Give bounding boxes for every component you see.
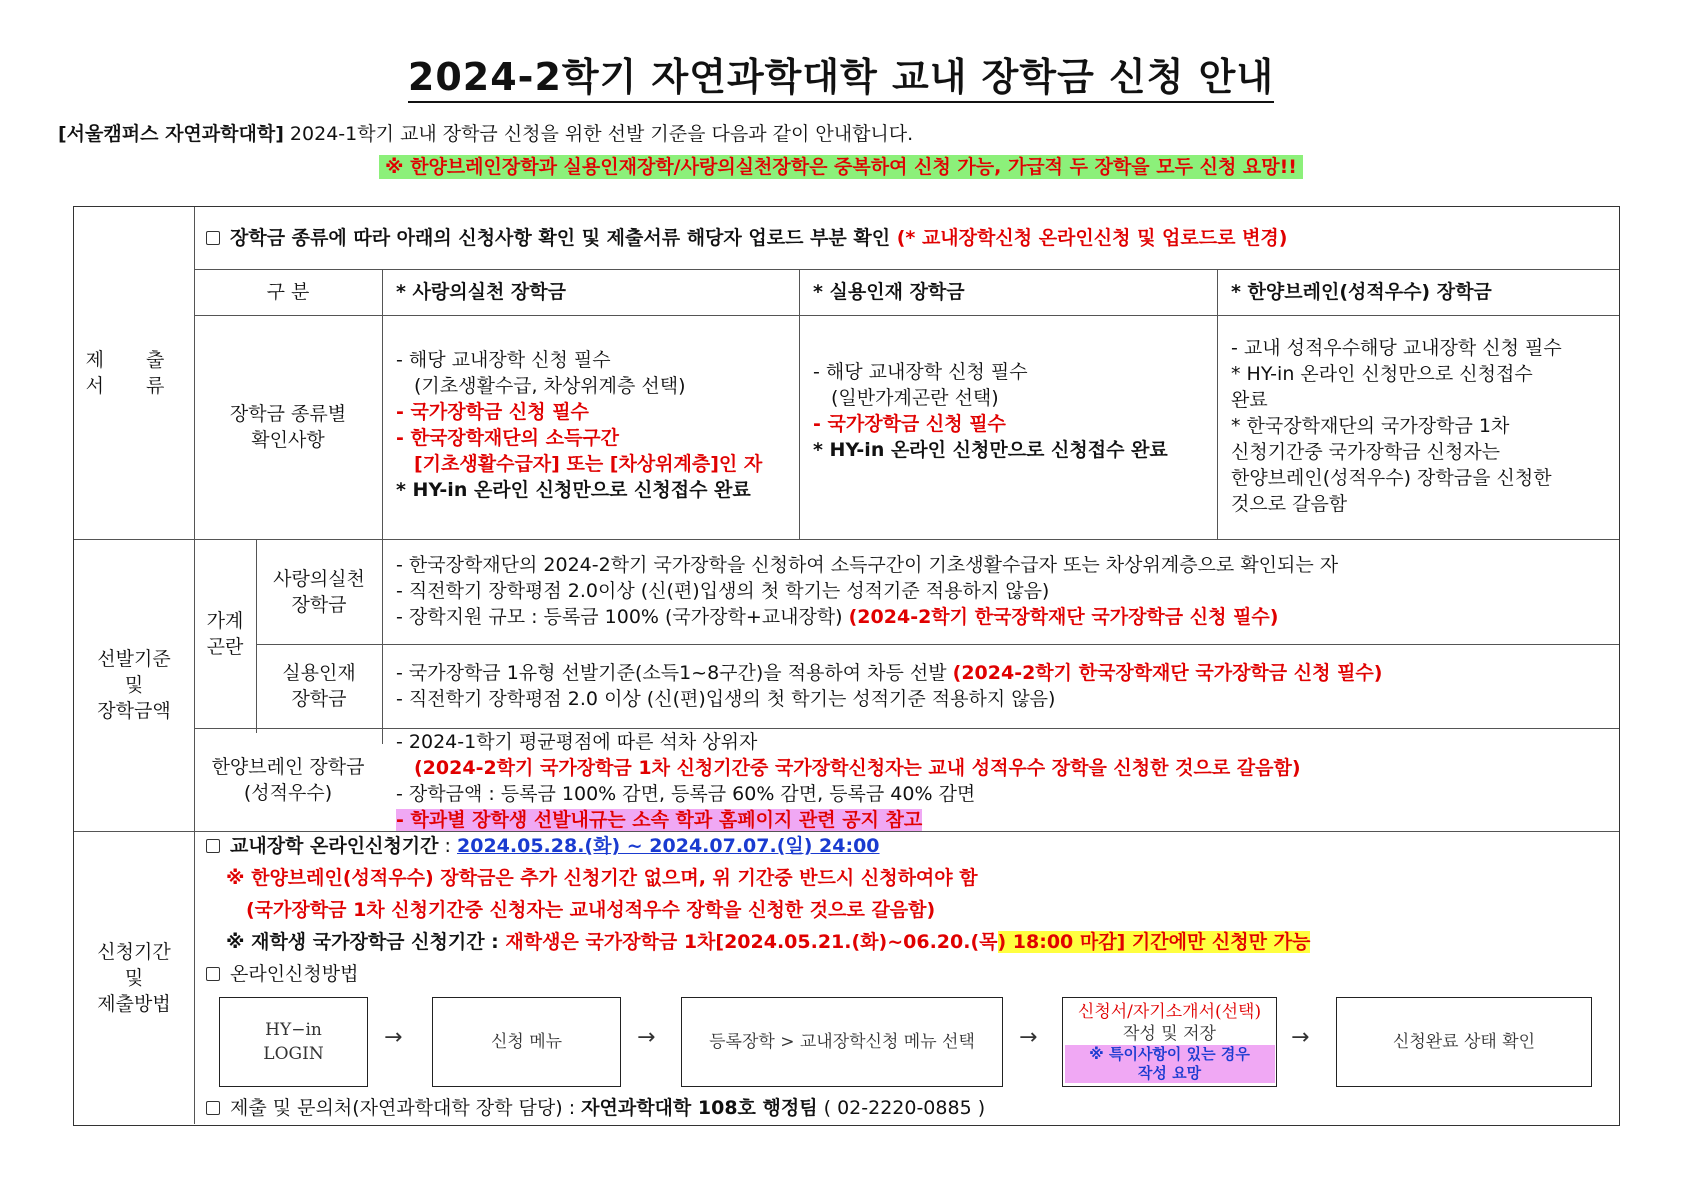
section-submission-label: 제 출 서 류 — [85, 349, 183, 397]
brain-period-note: ※ 한양브레인(성적우수) 장학금은 추가 신청기간 없으며, 위 기간중 반드시 신청하여야 함 — [226, 867, 978, 889]
online-period-row: 교내장학 온라인신청기간 : 2024.05.28.(화) ~ 2024.07.07.(일) 24:00 — [206, 833, 1606, 859]
requirement-line: * HY-in 온라인 신청만으로 신청접수 — [1231, 363, 1533, 385]
practical-criteria — [396, 660, 1611, 712]
requirement-line: - 해당 교내장학 신청 필수 — [396, 349, 611, 371]
criteria-line: - 한국장학재단의 2024-2학기 국가장학을 신청하여 소득구간이 기초생활수급자 또는 차상위계층으로 확인되는 자 — [396, 554, 1339, 576]
checkbox-icon — [206, 231, 220, 245]
contact-row: 제출 및 문의처(자연과학대학 장학 담당) : 자연과학대학 108호 행정팀 ( 02-2220-0885 ) — [206, 1095, 1606, 1121]
practical-requirements — [813, 359, 1213, 463]
intro-text: [서울캠퍼스 자연과학대학] 2024-1학기 교내 장학금 신청을 위한 선발 기준을 다음과 같이 안내합니다. — [58, 123, 914, 145]
criteria-line: - 2024-1학기 평균평점에 따른 석차 상위자 — [396, 731, 758, 753]
arrow-icon: → — [1291, 1025, 1310, 1050]
checkbox-icon — [206, 839, 220, 853]
requirement-line: - 한국장학재단의 소득구간 — [396, 427, 620, 449]
arrow-icon: → — [384, 1025, 403, 1050]
section-criteria-label: 선발기준 및 장학금액 — [97, 648, 171, 722]
row-check-items-label: 장학금 종류별 확인사항 — [229, 403, 347, 451]
criteria-line: - 장학금액 : 등록금 100% 감면, 등록금 60% 감면, 등록금 40% 감면 — [396, 783, 976, 805]
flow-step-application-form: 신청서/자기소개서(선택) 작성 및 저장 ※ 특이사항이 있는 경우 작성 요망 — [1062, 997, 1277, 1087]
brain-requirements — [1231, 335, 1616, 517]
arrow-icon: → — [637, 1025, 656, 1050]
criteria-line: - 국가장학금 1유형 선발기준(소득1~8구간)을 적용하여 차등 선발 (2024-2학기 한국장학재단 국가장학금 신청 필수) — [396, 662, 1383, 684]
arrow-icon: → — [1019, 1025, 1038, 1050]
page-title: 2024-2학기 자연과학대학 교내 장학금 신청 안내 — [0, 46, 1682, 101]
header-brain-scholarship: * 한양브레인(성적우수) 장학금 — [1231, 281, 1492, 303]
requirement-line: 완료 — [1231, 389, 1268, 411]
requirement-line: * HY-in 온라인 신청만으로 신청접수 완료 — [813, 439, 1168, 461]
brain-scholarship-label: 한양브레인 장학금 (성적우수) — [211, 755, 365, 804]
requirement-line: - 교내 성적우수해당 교내장학 신청 필수 — [1231, 337, 1562, 359]
love-scholarship-label: 사랑의실천 장학금 — [273, 567, 365, 616]
section-period-label: 신청기간 및 제출방법 — [97, 940, 171, 1015]
flow-step-select: 등록장학 > 교내장학신청 메뉴 선택 — [681, 997, 1003, 1087]
need-based-label: 가계 곤란 — [206, 609, 244, 658]
criteria-line: - 장학지원 규모 : 등록금 100% (국가장학+교내장학) (2024-2학기 한국장학재단 국가장학금 신청 필수) — [396, 606, 1279, 628]
requirement-line: (일반가계곤란 선택) — [831, 387, 999, 409]
practical-scholarship-label: 실용인재 장학금 — [282, 662, 356, 710]
criteria-line: (2024-2학기 국가장학금 1차 신청기간중 국가장학신청자는 교내 성적우수 장학을 신청한 것으로 갈음함) — [414, 757, 1301, 779]
requirement-line: * 한국장학재단의 국가장학금 1차 — [1231, 415, 1510, 437]
flow-step-menu: 신청 메뉴 — [432, 997, 621, 1087]
requirement-line: 것으로 갈음함 — [1231, 493, 1348, 515]
requirement-line: [기초생활수급자] 또는 [차상위계층]인 자 — [414, 453, 763, 475]
requirement-line: 신청기간중 국가장학금 신청자는 — [1231, 441, 1501, 463]
brain-criteria — [396, 729, 1611, 833]
requirement-line: (기초생활수급, 차상위계층 선택) — [414, 375, 686, 397]
notice-banner: ※ 한양브레인장학과 실용인재장학/사랑의실천장학은 중복하여 신청 가능, 가급적 두 장학을 모두 신청 요망!! — [0, 152, 1682, 179]
header-category: 구 분 — [266, 281, 310, 303]
love-criteria — [396, 552, 1611, 630]
requirement-line: 한양브레인(성적우수) 장학금을 신청한 — [1231, 467, 1552, 489]
header-practical-scholarship: * 실용인재 장학금 — [813, 281, 965, 303]
requirement-line: * HY-in 온라인 신청만으로 신청접수 완료 — [396, 479, 751, 501]
scholarship-table — [73, 206, 1620, 1126]
national-scholarship-period: ※ 재학생 국가장학금 신청기간 : 재학생은 국가장학금 1차[2024.05.21.(화)~06.20.(목) 18:00 마감] 기간에만 신청만 가능 — [226, 931, 1311, 953]
checkbox-icon — [206, 1101, 220, 1115]
flow-step-confirm: 신청완료 상태 확인 — [1336, 997, 1592, 1087]
criteria-line: - 직전학기 장학평점 2.0 이상 (신(편)입생의 첫 학기는 성적기준 적용하지 않음) — [396, 688, 1056, 710]
love-requirements — [396, 347, 796, 503]
section1-check-row: 장학금 종류에 따라 아래의 신청사항 확인 및 제출서류 해당자 업로드 부분 확인 (* 교내장학신청 온라인신청 및 업로드로 변경) — [206, 225, 1606, 251]
requirement-line: - 국가장학금 신청 필수 — [813, 413, 1006, 435]
flow-step-login: HY−in LOGIN — [219, 997, 368, 1087]
checkbox-icon — [206, 967, 220, 981]
criteria-line: - 학과별 장학생 선발내규는 소속 학과 홈페이지 관련 공지 참고 — [396, 809, 923, 831]
requirement-line: - 해당 교내장학 신청 필수 — [813, 361, 1028, 383]
national-period-note: (국가장학금 1차 신청기간중 신청자는 교내성적우수 장학을 신청한 것으로 갈음함) — [246, 899, 936, 921]
requirement-line: - 국가장학금 신청 필수 — [396, 401, 589, 423]
header-love-scholarship: * 사랑의실천 장학금 — [396, 281, 566, 303]
criteria-line: - 직전학기 장학평점 2.0이상 (신(편)입생의 첫 학기는 성적기준 적용하지 않음) — [396, 580, 1050, 602]
online-method-row: 온라인신청방법 — [206, 961, 806, 987]
